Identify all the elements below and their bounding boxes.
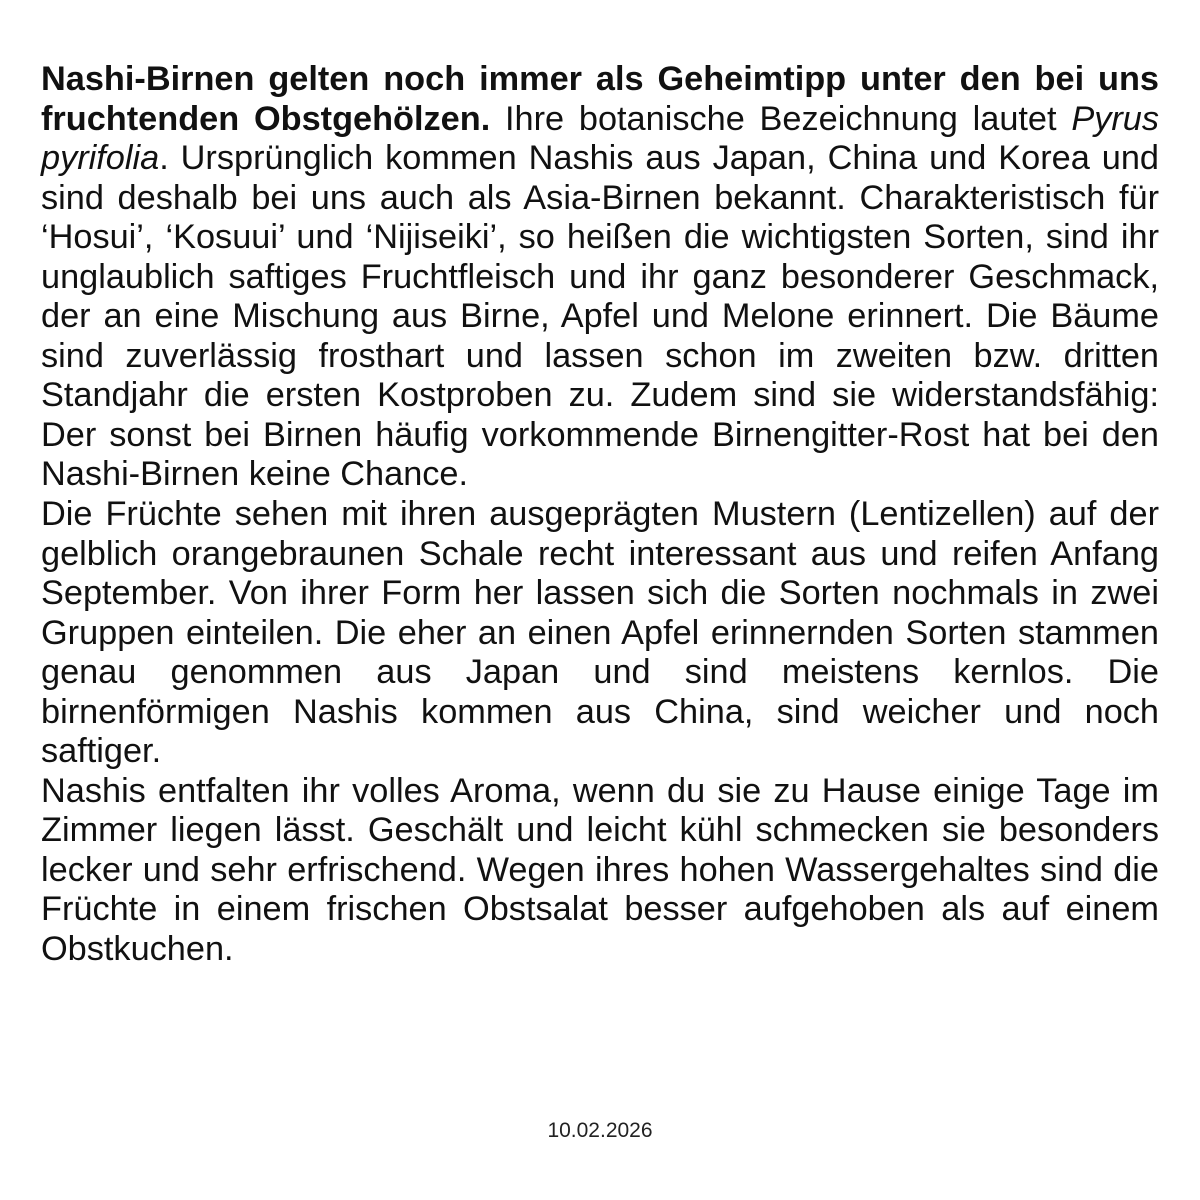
lead-sentence: Nashi-Birnen gelten noch immer als Geheimtipp unter den bei uns fruchtenden Obstgehölzen. [41,60,1159,138]
article-body [41,60,1159,970]
footer-date: 10.02.2026 [547,1119,653,1142]
paragraph-serving: Nashis entfalten ihr volles Aroma, wenn du sie zu Hause einige Tage im Zimmer liegen lässt. Geschält und leicht kühl schmecken sie besonders lecker und sehr erfrischend. Wegen ihres hohen Wassergehaltes sind die Früchte in einem frischen Obstsalat besser aufgehoben als auf einem Obstkuchen. [41,771,1159,969]
paragraph-intro [41,60,1159,495]
intro-text-after-name: . Ursprünglich kommen Nashis aus Japan, China und Korea und sind deshalb bei uns auch als Asia-Birnen bekannt. Charakteristisch für ‘Hosui’, ‘Kosuui’ und ‘Nijiseiki’, so heißen die wichtigsten Sorten, sind ihr unglaublich saftiges Fruchtfleisch und ihr ganz besonderer Geschmack, der an eine Mischung aus Birne, Apfel und Melone erinnert. Die Bäume sind zuverlässig frosthart und lassen schon im zweiten bzw. dritten Standjahr die ersten Kostproben zu. Zudem sind sie widerstandsfähig: Der sonst bei Birnen häufig vorkommende Birnengitter-Rost hat bei den Nashi-Birnen keine Chance. [41,139,1159,494]
paragraph-fruit-shape: Die Früchte sehen mit ihren ausgeprägten Mustern (Lentizellen) auf der gelblich orangebraunen Schale recht interessant aus und reifen Anfang September. Von ihrer Form her lassen sich die Sorten nochmals in zwei Gruppen einteilen. Die eher an einen Apfel erinnernden Sorten stammen genau genommen aus Japan und sind meistens kernlos. Die birnenförmigen Nashis kommen aus China, sind weicher und noch saftiger. [41,495,1159,771]
intro-text-before-name: Ihre botanische Bezeichnung lautet [490,99,1072,138]
botanical-name: Pyrus pyrifolia [41,99,1159,178]
